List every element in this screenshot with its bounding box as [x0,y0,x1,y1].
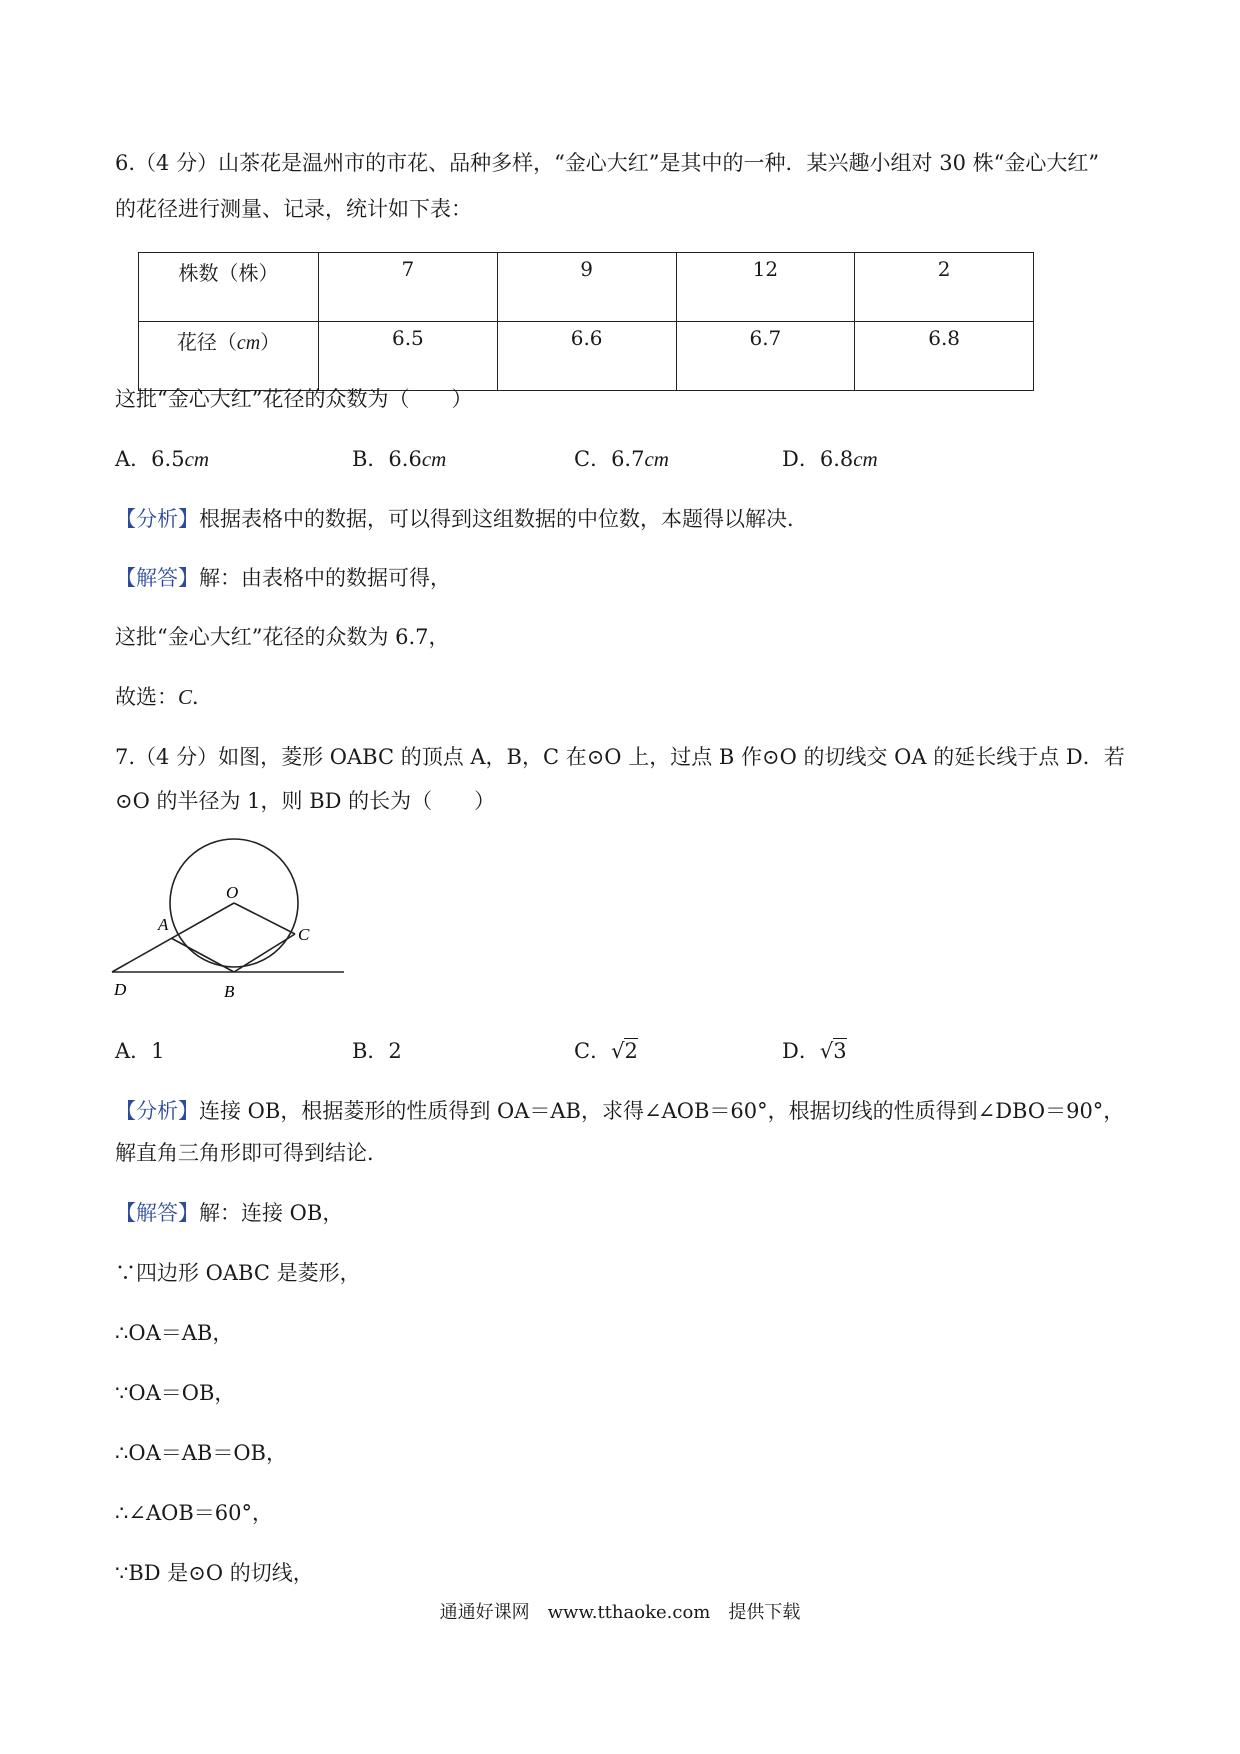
q7-step: ∴OA＝AB＝OB， [115,1441,287,1465]
q7-answer: 【解答】解：连接 OB， [115,1201,344,1225]
label-a: A [158,915,169,934]
q6-option-b: B．6.6cm [352,447,447,471]
table-row-label: 花径（cm） [139,322,319,391]
table-cell: 6.7 [676,322,855,391]
q7-option-d: D．√3 [782,1036,847,1066]
q7-step: ∴OA＝AB， [115,1321,234,1345]
segment-bc [234,934,295,972]
q6-data-table [138,252,1034,391]
table-cell: 2 [855,253,1034,322]
rhombus-circle-figure [108,830,358,1010]
table-cell: 12 [676,253,855,322]
label-b: B [224,982,235,1001]
table-row [139,253,1034,322]
q6-option-d: D．6.8cm [782,447,878,471]
table-cell: 6.6 [497,322,676,391]
label-o: O [226,883,239,902]
table-cell: 6.5 [319,322,498,391]
label-d: D [114,980,127,999]
table-row [139,322,1034,391]
q7-stem-line1: 7.（4 分）如图，菱形 OABC 的顶点 A，B，C 在⊙O 上，过点 B 作⊙O 的切线交 OA 的延长线于点 D．若 [115,745,1125,769]
q6-answer-line2: 这批“金心大红”花径的众数为 6.7， [115,625,450,649]
q7-option-b: B．2 [352,1039,402,1063]
q6-answer-line3: 故选：C． [115,685,214,709]
table-cell: 7 [319,253,498,322]
segment-oc [234,903,295,934]
q6-option-c: C．6.7cm [574,447,669,471]
table-row-label: 株数（株） [139,253,319,322]
q7-step: ∴∠AOB＝60°， [115,1501,273,1525]
q6-question: 这批“金心大红”花径的众数为（ ） [115,387,473,411]
table-cell: 6.8 [855,322,1034,391]
page-footer: 通通好课网 www.tthaoke.com 提供下载 [439,1602,801,1623]
q7-step: ∵BD 是⊙O 的切线， [115,1561,314,1585]
label-c: C [298,925,310,944]
q7-step: ∵OA＝OB， [115,1381,236,1405]
q6-answer: 【解答】解：由表格中的数据可得， [115,566,451,590]
q7-option-c: C．√2 [574,1036,638,1066]
q6-stem-line2: 的花径进行测量、记录，统计如下表： [115,197,472,221]
q7-analysis-line2: 解直角三角形即可得到结论． [115,1141,388,1165]
q6-stem-line1: 6.（4 分）山茶花是温州市的市花、品种多样，“金心大红”是其中的一种．某兴趣小组对 30 株“金心大红” [115,151,1100,175]
q6-analysis: 【分析】根据表格中的数据，可以得到这组数据的中位数，本题得以解决． [115,507,808,531]
q6-option-a: A．6.5cm [115,447,210,471]
q7-analysis: 【分析】连接 OB，根据菱形的性质得到 OA＝AB，求得∠AOB＝60°，根据切线的性质得到∠DBO＝90°， [115,1099,1125,1123]
table-cell: 9 [497,253,676,322]
q7-stem-line2: ⊙O 的半径为 1，则 BD 的长为（ ） [115,789,496,813]
sqrt-icon: √ [611,1039,625,1063]
q7-option-a: A．1 [115,1039,165,1063]
segment-ab [171,938,234,972]
sqrt-icon: √ [819,1039,834,1063]
q7-step: ∵四边形 OABC 是菱形， [115,1261,361,1285]
